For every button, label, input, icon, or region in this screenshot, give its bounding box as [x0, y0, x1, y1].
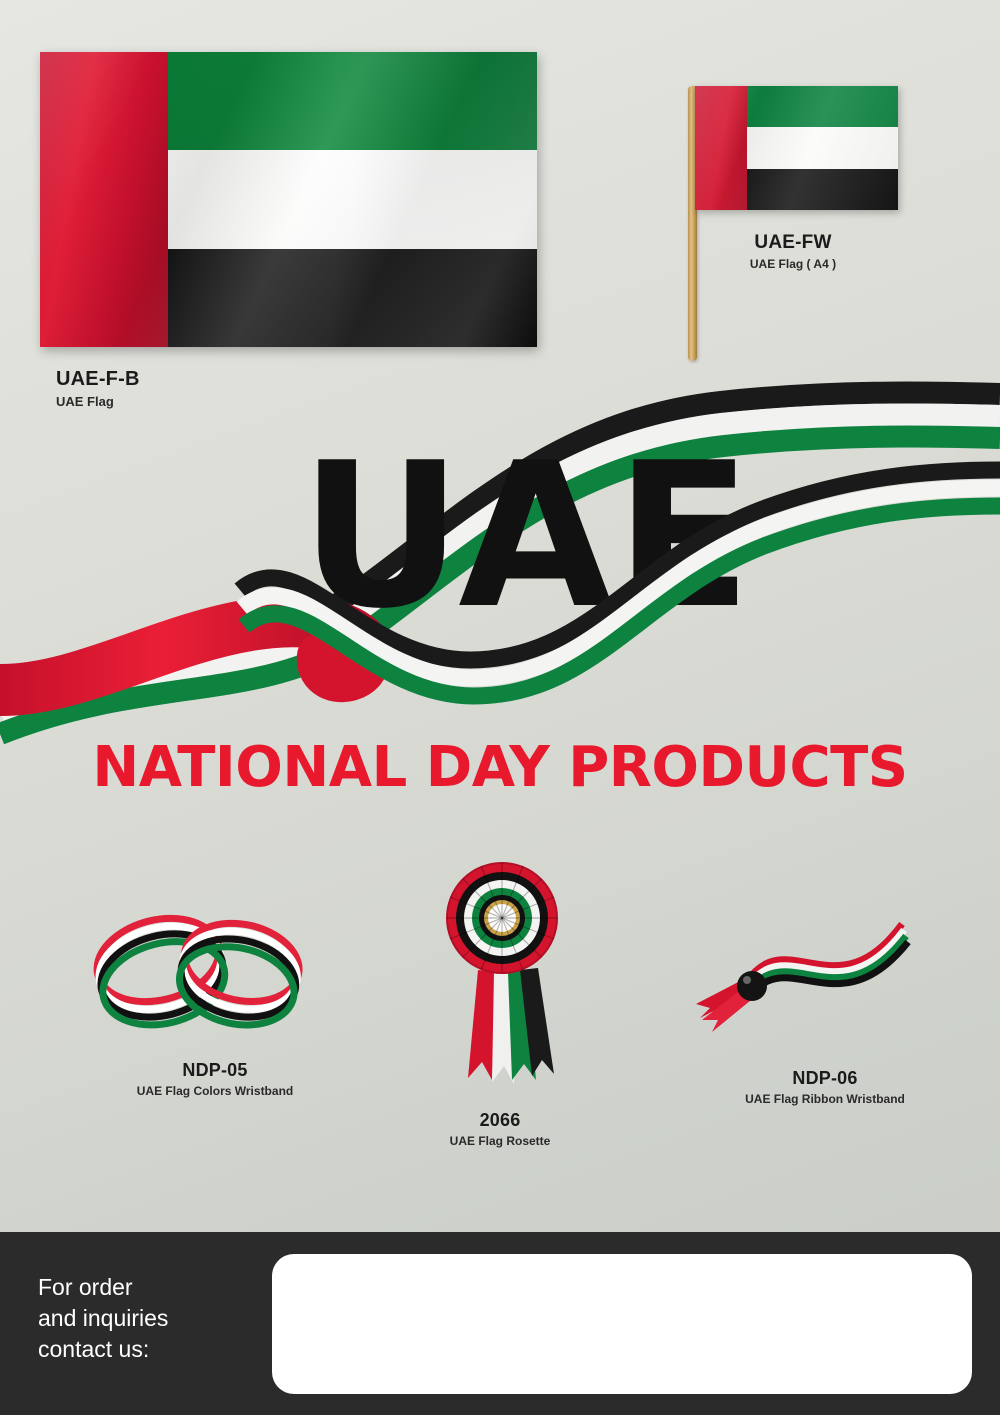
product-description: UAE Flag Ribbon Wristband	[745, 1092, 905, 1106]
product-code: UAE-FW	[754, 232, 832, 253]
contact-us-text	[38, 1272, 168, 1365]
product-code: 2066	[479, 1110, 521, 1130]
product-description: UAE Flag Rosette	[449, 1134, 551, 1148]
product-caption-2066	[380, 1110, 620, 1148]
flag-band-green	[168, 52, 537, 150]
product-description: UAE Flag ( A4 )	[749, 257, 837, 271]
product-code: UAE-F-B	[56, 368, 140, 390]
uae-hand-waving-flag-image	[688, 86, 898, 366]
product-code: NDP-06	[792, 1068, 858, 1088]
product-caption-ndp-06	[680, 1068, 970, 1106]
flag-horizontal-bands	[168, 52, 537, 347]
flag-cloth	[695, 86, 898, 210]
product-description: UAE Flag Colors Wristband	[136, 1084, 294, 1098]
contact-line-3: contact us:	[38, 1336, 150, 1362]
page-title: NATIONAL DAY PRODUCTS	[92, 735, 908, 800]
contact-details-box	[272, 1254, 972, 1394]
silicone-wristbands-image	[78, 900, 318, 1045]
flag-hoist-red-band	[40, 52, 168, 347]
ribbon-wristband-image	[688, 900, 928, 1040]
flag-rosette-image	[420, 830, 585, 1105]
product-caption-ndp-05	[60, 1060, 370, 1098]
product-code: NDP-05	[182, 1060, 248, 1080]
uae-wordmark: UAE	[300, 420, 754, 653]
flag-band-white	[168, 150, 537, 248]
flag-band-black	[168, 249, 537, 347]
product-caption-uae-fw	[688, 232, 898, 271]
flag-fabric-shading	[695, 86, 898, 210]
contact-line-1: For order	[38, 1274, 133, 1300]
uae-flag-large-image	[40, 52, 537, 347]
product-description: UAE Flag	[56, 394, 114, 409]
footer-bar	[0, 1232, 1000, 1415]
contact-line-2: and inquiries	[38, 1305, 169, 1331]
